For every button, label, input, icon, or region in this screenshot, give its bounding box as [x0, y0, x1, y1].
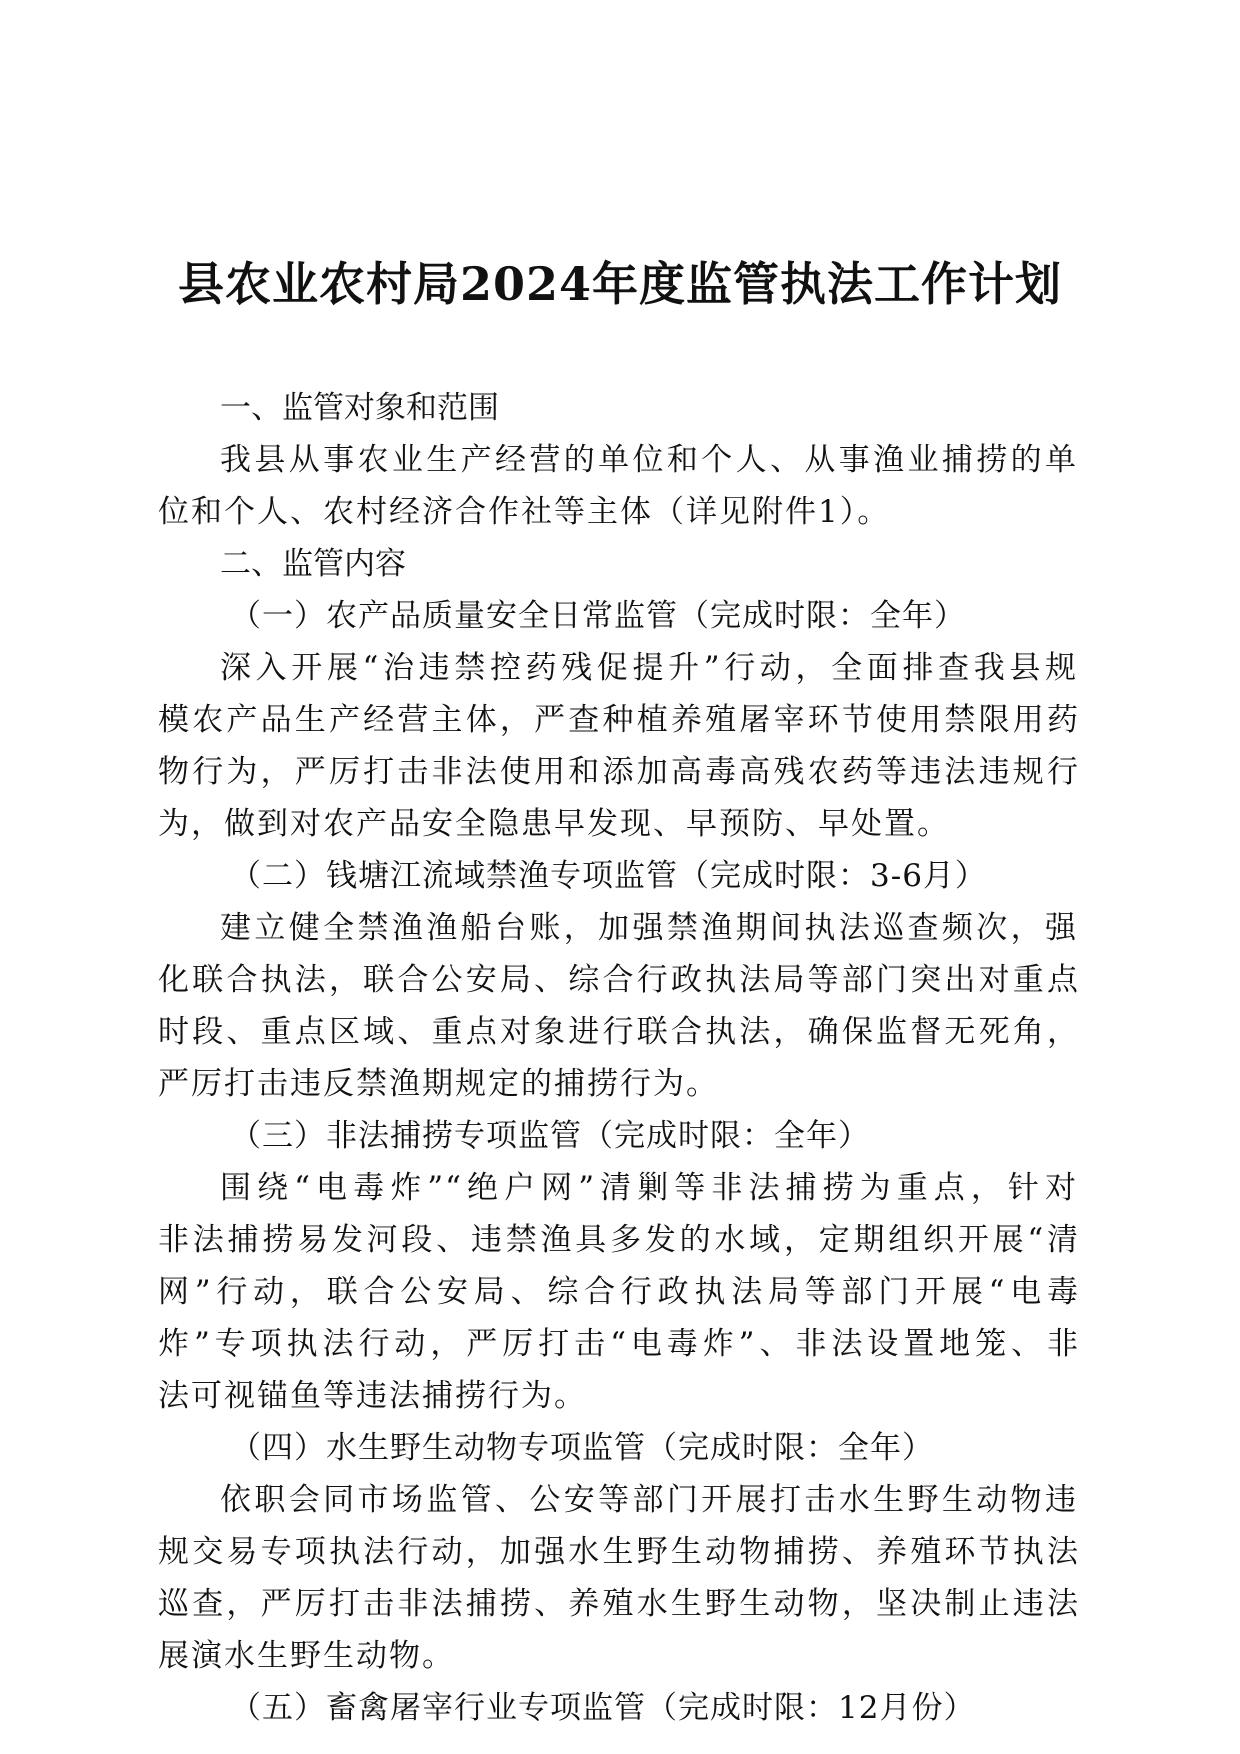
paragraph-line: 模农产品生产经营主体，严查种植养殖屠宰环节使用禁限用药 — [158, 702, 1078, 738]
paragraph-line: 位和个人、农村经济合作社等主体（详见附件1）。 — [158, 494, 891, 530]
section-heading: 二、监管内容 — [220, 546, 406, 582]
document-title: 县农业农村局2024年度监管执法工作计划 — [177, 257, 1063, 311]
subsection-heading: （四）水生野生动物专项监管（完成时限：全年） — [230, 1430, 934, 1466]
paragraph-line: 炸”专项执法行动，严厉打击“电毒炸”、非法设置地笼、非 — [158, 1326, 1078, 1362]
paragraph-line: 化联合执法，联合公安局、综合行政执法局等部门突出对重点 — [158, 962, 1078, 998]
paragraph-line: 法可视锚鱼等违法捕捞行为。 — [158, 1378, 587, 1414]
subsection-heading: （五）畜禽屠宰行业专项监管（完成时限：12月份） — [230, 1690, 976, 1726]
subsection-heading: （三）非法捕捞专项监管（完成时限：全年） — [230, 1118, 870, 1154]
paragraph-line: 展演水生野生动物。 — [158, 1638, 455, 1674]
paragraph-line: 建立健全禁渔渔船台账，加强禁渔期间执法巡查频次，强 — [220, 910, 1078, 946]
paragraph-line: 严厉打击违反禁渔期规定的捕捞行为。 — [158, 1066, 719, 1102]
paragraph-line: 巡查，严厉打击非法捕捞、养殖水生野生动物，坚决制止违法 — [158, 1586, 1078, 1622]
paragraph-line: 规交易专项执法行动，加强水生野生动物捕捞、养殖环节执法 — [158, 1534, 1078, 1570]
paragraph-line: 非法捕捞易发河段、违禁渔具多发的水域，定期组织开展“清 — [158, 1222, 1078, 1258]
subsection-heading: （一）农产品质量安全日常监管（完成时限：全年） — [230, 598, 966, 634]
section-heading: 一、监管对象和范围 — [220, 390, 499, 426]
paragraph-line: 深入开展“治违禁控药残促提升”行动，全面排查我县规 — [220, 650, 1078, 686]
paragraph-line: 时段、重点区域、重点对象进行联合执法，确保监督无死角， — [158, 1014, 1078, 1050]
paragraph-line: 物行为，严厉打击非法使用和添加高毒高残农药等违法违规行 — [158, 754, 1078, 790]
paragraph-line: 网”行动，联合公安局、综合行政执法局等部门开展“电毒 — [158, 1274, 1078, 1310]
paragraph-line: 我县从事农业生产经营的单位和个人、从事渔业捕捞的单 — [220, 442, 1078, 478]
paragraph-line: 依职会同市场监管、公安等部门开展打击水生野生动物违 — [220, 1482, 1078, 1518]
paragraph-line: 为，做到对农产品安全隐患早发现、早预防、早处置。 — [158, 806, 950, 842]
subsection-heading: （二）钱塘江流域禁渔专项监管（完成时限：3-6月） — [230, 858, 987, 894]
paragraph-line: 围绕“电毒炸”“绝户网”清剿等非法捕捞为重点，针对 — [220, 1170, 1078, 1206]
